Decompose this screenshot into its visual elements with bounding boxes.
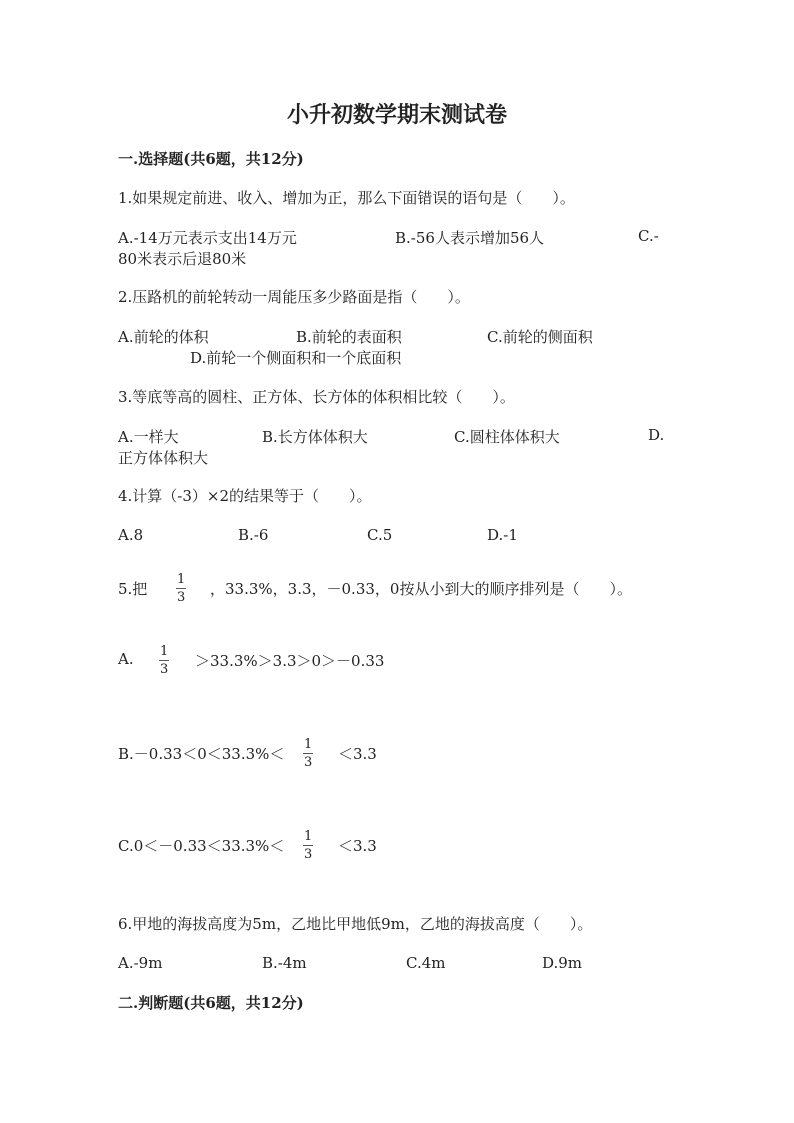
question-6-option-d: D.9m <box>542 954 583 972</box>
question-6-option-b: B.-4m <box>262 954 307 972</box>
question-4-stem: 4.计算（-3）×2的结果等于（ ）。 <box>118 487 372 505</box>
section-heading-choice: 一.选择题(共6题，共12分) <box>118 150 304 168</box>
question-5-stem-suffix: ，33.3%，3.3，－0.33，0按从小到大的顺序排列是（ ）。 <box>210 580 632 598</box>
question-6-stem: 6.甲地的海拔高度为5m，乙地比甲地低9m，乙地的海拔高度（ ）。 <box>118 915 593 933</box>
question-6-option-a: A.-9m <box>118 954 163 972</box>
question-3-option-c: C.圆柱体体积大 <box>454 428 560 446</box>
fraction-denominator: 3 <box>160 662 169 677</box>
question-1-option-c-continued: 80米表示后退80米 <box>118 250 247 268</box>
question-3-option-a: A.一样大 <box>118 428 179 446</box>
question-5-option-c-text: C.0＜－0.33＜33.3%＜ <box>118 837 285 855</box>
question-4-option-a: A.8 <box>118 526 144 544</box>
fraction-one-third <box>302 737 314 770</box>
fraction-denominator: 3 <box>304 847 313 862</box>
fraction-bar <box>303 753 313 754</box>
question-6-option-c: C.4m <box>406 954 446 972</box>
fraction-one-third <box>302 829 314 862</box>
question-5-option-b-suffix: ＜3.3 <box>338 745 377 763</box>
question-5-option-b-text: B.－0.33＜0＜33.3%＜ <box>118 745 285 763</box>
question-2-stem: 2.压路机的前轮转动一周能压多少路面是指（ ）。 <box>118 288 470 306</box>
question-1-stem: 1.如果规定前进、收入、增加为正，那么下面错误的语句是（ ）。 <box>118 189 575 207</box>
question-5-option-a-label: A. <box>118 650 134 668</box>
question-4-option-d: D.-1 <box>487 526 518 544</box>
question-4-option-b: B.-6 <box>238 526 269 544</box>
question-5-option-c-suffix: ＜3.3 <box>338 837 377 855</box>
question-1-option-c: C.- <box>638 227 659 245</box>
fraction-bar <box>159 660 169 661</box>
question-3-option-d: D. <box>648 426 665 444</box>
fraction-one-third <box>158 644 170 677</box>
fraction-denominator: 3 <box>177 590 186 605</box>
question-5-stem-prefix: 5.把 <box>118 580 148 598</box>
section-heading-judgment: 二.判断题(共6题，共12分) <box>118 994 304 1012</box>
question-3-option-b: B.长方体体积大 <box>262 428 368 446</box>
fraction-numerator: 1 <box>177 572 186 587</box>
fraction-numerator: 1 <box>160 644 169 659</box>
fraction-bar <box>176 588 186 589</box>
fraction-one-third <box>175 572 187 605</box>
question-4-option-c: C.5 <box>367 526 393 544</box>
question-5-option-a-text: ＞33.3%＞3.3＞0＞－0.33 <box>195 652 385 670</box>
question-2-option-c: C.前轮的侧面积 <box>487 328 593 346</box>
fraction-numerator: 1 <box>304 829 313 844</box>
question-2-option-b: B.前轮的表面积 <box>296 328 402 346</box>
question-2-option-d: D.前轮一个侧面积和一个底面积 <box>190 349 402 367</box>
question-3-stem: 3.等底等高的圆柱、正方体、长方体的体积相比较（ ）。 <box>118 388 515 406</box>
fraction-denominator: 3 <box>304 755 313 770</box>
question-1-option-a: A.-14万元表示支出14万元 <box>118 229 297 247</box>
question-2-option-a: A.前轮的体积 <box>118 328 209 346</box>
fraction-numerator: 1 <box>304 737 313 752</box>
fraction-bar <box>303 845 313 846</box>
page-title: 小升初数学期末测试卷 <box>286 102 507 128</box>
question-3-option-d-continued: 正方体体积大 <box>118 449 209 467</box>
question-1-option-b: B.-56人表示增加56人 <box>395 229 545 247</box>
